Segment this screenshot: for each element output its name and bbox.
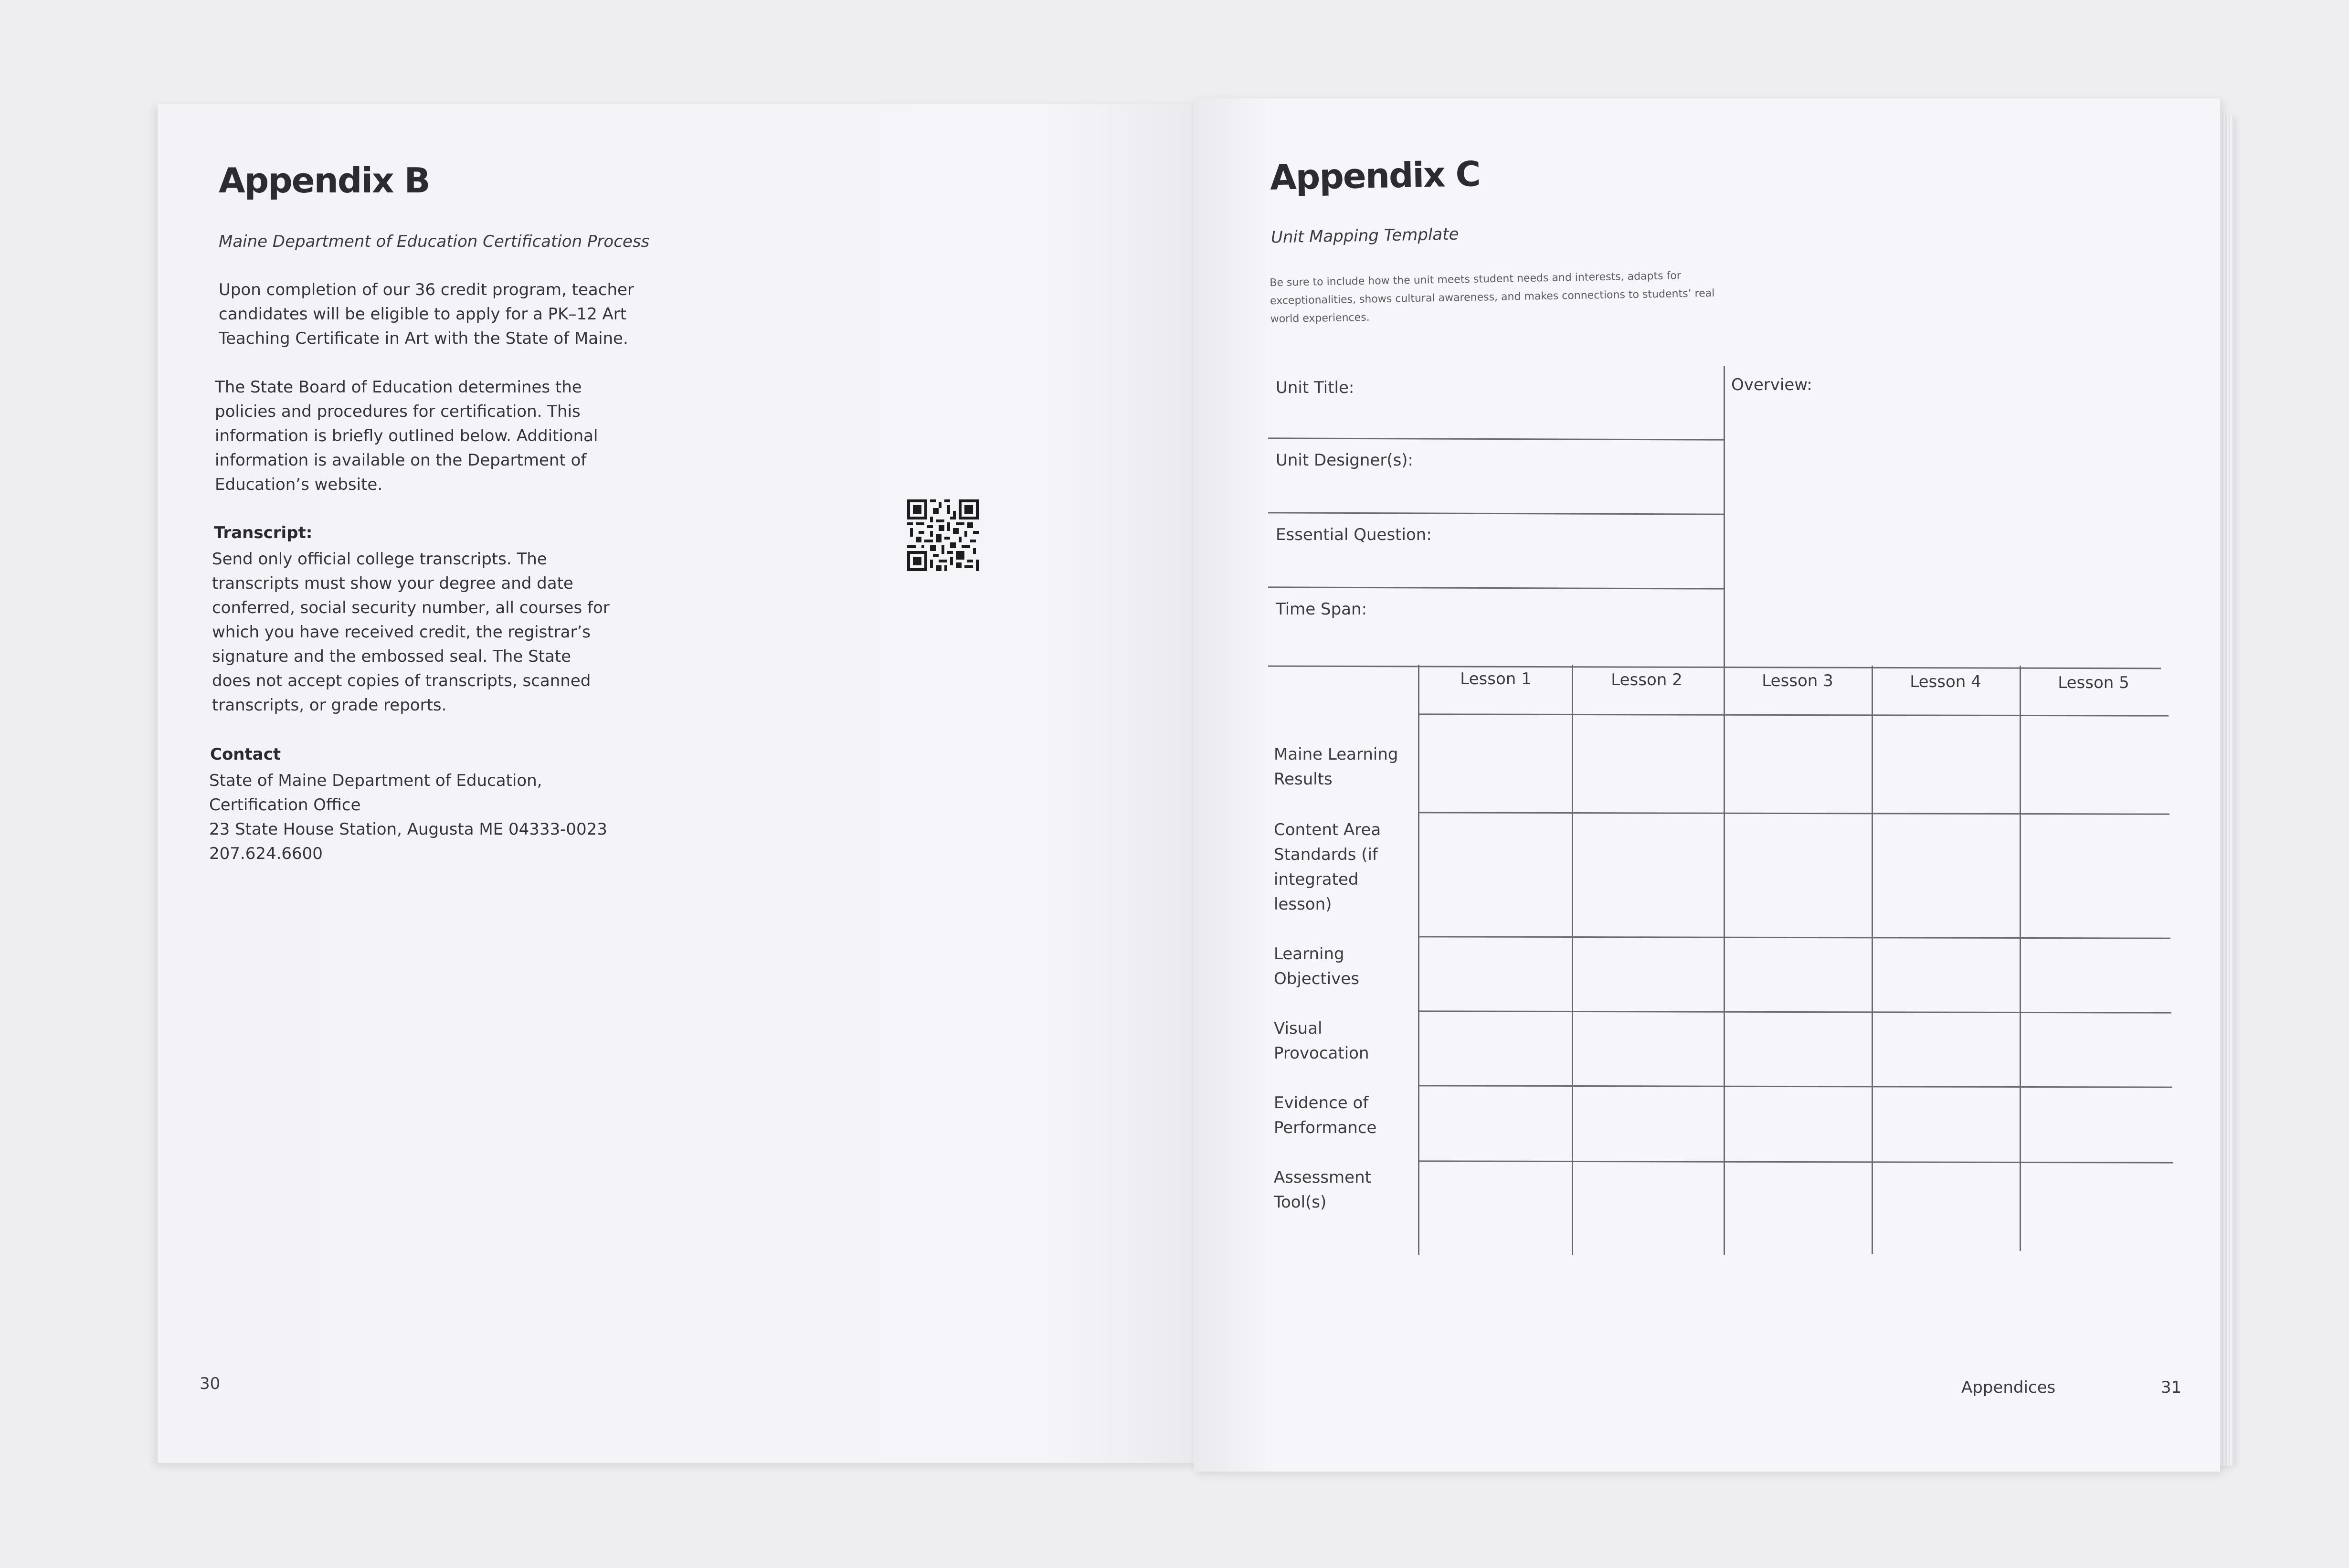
- footer-appendices-label: Appendices: [1961, 1378, 2056, 1397]
- right-page: [1194, 98, 2220, 1472]
- row-label-evidence-of-performance: Evidence of Performance: [1274, 1093, 1377, 1137]
- qr-code-icon[interactable]: [907, 499, 979, 571]
- table-row-line: [1418, 1160, 2173, 1163]
- row-label-learning-objectives: Learning Objectives: [1274, 944, 1359, 988]
- overview-label: Overview:: [1731, 375, 1812, 394]
- table-column-line: [1724, 665, 1725, 1255]
- table-column-line: [2020, 666, 2021, 1251]
- unit-designers-label: Unit Designer(s):: [1276, 451, 1414, 470]
- field-divider: [1268, 586, 1725, 589]
- appendix-c-title: Appendix C: [1270, 154, 1481, 198]
- time-span-label: Time Span:: [1276, 600, 1367, 619]
- appendix-b-title: Appendix B: [219, 160, 430, 201]
- appendix-b-subtitle: Maine Department of Education Certification Process: [219, 232, 650, 251]
- table-row-line: [1418, 1010, 2171, 1013]
- appendix-c-subtitle: Unit Mapping Template: [1270, 224, 1459, 247]
- lesson-5-header: Lesson 5: [2058, 673, 2129, 692]
- transcript-paragraph: Send only official college transcripts. The transcripts must show your degree and date conferred, social security number, all courses for which you have received credit, the registrar’s signature and the embossed seal. The State does not accept copies of transcripts, scanned transcripts, or grade reports.: [212, 550, 610, 715]
- table-column-line: [1572, 665, 1573, 1255]
- contact-paragraph: State of Maine Department of Education, Certification Office 23 State House Station, Augusta ME 04333-0023 207.624.6600: [209, 771, 607, 863]
- intro-paragraph: Upon completion of our 36 credit program, teacher candidates will be eligible to apply for a PK–12 Art Teaching Certificate in Art with the State of Maine.: [219, 280, 634, 348]
- table-row-line: [1418, 1085, 2172, 1088]
- lesson-1-header: Lesson 1: [1460, 669, 1532, 689]
- contact-heading: Contact: [210, 745, 281, 764]
- page-number-right: 31: [2161, 1378, 2182, 1397]
- instructions-text: Be sure to include how the unit meets student needs and interests, adapts for exceptionalities, shows cultural awareness, and makes connections to students’ real world experiences.: [1270, 270, 1715, 326]
- table-column-line: [1872, 666, 1873, 1254]
- transcript-heading: Transcript:: [214, 523, 313, 542]
- row-label-assessment-tools: Assessment Tool(s): [1274, 1168, 1371, 1212]
- lesson-3-header: Lesson 3: [1762, 671, 1833, 690]
- table-column-line: [1418, 665, 1419, 1255]
- page-number-left: 30: [200, 1374, 221, 1393]
- row-label-visual-provocation: Visual Provocation: [1274, 1019, 1369, 1063]
- board-paragraph: The State Board of Education determines the policies and procedures for certification. This information is briefly outlined below. Additional information is available on the Department of Education’s website.: [215, 378, 598, 494]
- row-label-maine-learning-results: Maine Learning Results: [1274, 745, 1398, 789]
- table-row-line: [1418, 812, 2169, 815]
- field-divider: [1268, 437, 1725, 440]
- lesson-4-header: Lesson 4: [1910, 672, 1981, 691]
- field-divider: [1268, 512, 1725, 515]
- table-row-line: [1418, 936, 2170, 939]
- table-top-line: [1268, 666, 2161, 669]
- left-page: [158, 104, 1203, 1463]
- essential-question-label: Essential Question:: [1276, 525, 1432, 544]
- unit-title-label: Unit Title:: [1276, 378, 1354, 397]
- table-row-line: [1418, 713, 2169, 716]
- lesson-2-header: Lesson 2: [1611, 670, 1682, 689]
- row-label-content-area-standards: Content Area Standards (if integrated lesson): [1274, 820, 1381, 914]
